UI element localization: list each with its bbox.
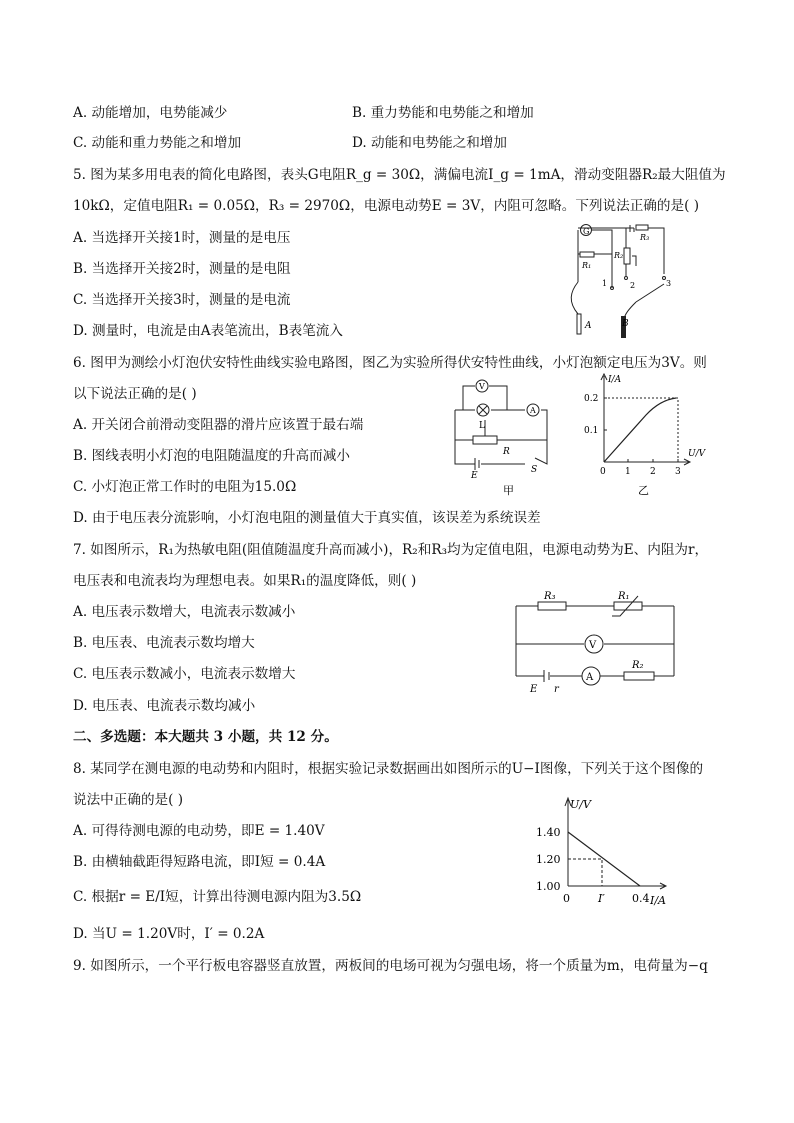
label-r2: R₂ bbox=[632, 660, 644, 671]
q9-stem-line1: 9. 如图所示，一个平行板电容器竖直放置，两板间的电场可视为匀强电场，将一个质量为m，电荷量为−q bbox=[73, 958, 708, 974]
q6-option-c: C. 小灯泡正常工作时的电阻为15.0Ω bbox=[73, 479, 297, 495]
label-r1: R₁ bbox=[618, 591, 630, 602]
q5-option-d: D. 测量时，电流是由A表笔流出，B表笔流入 bbox=[73, 323, 343, 339]
q7-stem-line1: 7. 如图所示，R₁为热敏电阻(阻值随温度升高而减小)，R₂和R₃均为定值电阻，电源电动势为E、内阻为r， bbox=[73, 542, 709, 558]
x-axis bbox=[604, 459, 690, 465]
label-e: E bbox=[530, 684, 538, 695]
q6-stem-line2: 以下说法正确的是( ) bbox=[73, 386, 197, 402]
tick-x-1: 1 bbox=[625, 467, 631, 477]
label-v: V bbox=[589, 640, 597, 651]
label-v: V bbox=[479, 382, 485, 391]
label-r3: R₃ bbox=[640, 233, 650, 242]
label-a: A bbox=[530, 406, 536, 415]
q5-multimeter-circuit-figure bbox=[556, 222, 696, 342]
label-r1: R₁ bbox=[582, 261, 592, 270]
section-multiple-choice-heading: 二、多选题：本大题共 3 小题，共 12 分。 bbox=[73, 729, 338, 745]
tick-i-0: 0 bbox=[563, 892, 570, 905]
q7-option-c: C. 电压表示数减小，电流表示数增大 bbox=[73, 666, 296, 682]
u-axis-label: U/V bbox=[570, 798, 591, 811]
y-axis bbox=[601, 374, 607, 462]
q4-option-c: C. 动能和重力势能之和增加 bbox=[73, 135, 242, 151]
tick-u-120: 1.20 bbox=[536, 853, 561, 866]
q8-option-d: D. 当U = 1.20V时，I′ = 0.2A bbox=[73, 926, 265, 942]
q6-option-b: B. 图线表明小灯泡的电阻随温度的升高而减小 bbox=[73, 448, 350, 464]
tick-x-2: 2 bbox=[650, 467, 656, 477]
tick-y-01: 0.1 bbox=[584, 426, 599, 436]
r3-resistor-icon bbox=[538, 602, 566, 610]
q8-option-b: B. 由横轴截距得短路电流，即I短 = 0.4A bbox=[73, 854, 326, 870]
q5-stem-line1: 5. 图为某多用电表的简化电路图，表头G电阻R_g = 30Ω，满偏电流I_g = 1mA，滑动变阻器R₂最大阻值为 bbox=[73, 167, 726, 183]
label-terminal-2: 2 bbox=[630, 281, 636, 290]
iv-curve bbox=[604, 398, 676, 462]
y-axis-label: I/A bbox=[608, 375, 622, 385]
rheostat-icon bbox=[473, 436, 497, 444]
q8-option-a: A. 可得待测电源的电动势，即E = 1.40V bbox=[73, 823, 325, 839]
x-axis-label: U/V bbox=[688, 449, 706, 459]
label-r: R bbox=[503, 447, 510, 457]
q4-option-d: D. 动能和电势能之和增加 bbox=[352, 135, 507, 151]
q8-stem-line2: 说法中正确的是( ) bbox=[73, 792, 184, 808]
q6-option-a: A. 开关闭合前滑动变阻器的滑片应该置于最右端 bbox=[73, 417, 364, 433]
label-terminal-3: 3 bbox=[666, 279, 672, 288]
r3-resistor-icon bbox=[636, 225, 648, 230]
tick-i-04: 0.4 bbox=[632, 892, 650, 905]
label-r: r bbox=[554, 684, 559, 695]
q5-option-c: C. 当选择开关接3时，测量的是电流 bbox=[73, 292, 291, 308]
i-axis bbox=[568, 883, 666, 889]
caption-jia: 甲 bbox=[503, 484, 514, 497]
label-r2: R₂ bbox=[614, 251, 624, 260]
q7-thermistor-circuit-figure bbox=[508, 586, 684, 696]
q7-option-d: D. 电压表、电流表示数均减小 bbox=[73, 698, 256, 714]
r2-resistor-icon bbox=[624, 672, 654, 680]
q6-circuit-jia-figure bbox=[445, 376, 555, 500]
tick-u-100: 1.00 bbox=[536, 880, 561, 893]
tick-x-3: 3 bbox=[675, 467, 681, 477]
r1-resistor-icon bbox=[580, 252, 594, 257]
r2-rheostat-icon bbox=[624, 248, 630, 264]
caption-yi: 乙 bbox=[638, 484, 649, 497]
q7-option-a: A. 电压表示数增大，电流表示数减小 bbox=[73, 604, 296, 620]
tick-x-0: 0 bbox=[600, 467, 606, 477]
probe-a-icon bbox=[577, 314, 581, 334]
q8-ui-graph bbox=[530, 794, 680, 914]
q7-option-b: B. 电压表、电流表示数均增大 bbox=[73, 635, 255, 651]
q6-iv-graph-yi bbox=[578, 372, 718, 500]
label-s: S bbox=[531, 465, 538, 475]
tick-y-02: 0.2 bbox=[584, 394, 599, 404]
q5-option-a: A. 当选择开关接1时，测量的是电压 bbox=[73, 230, 291, 246]
label-terminal-1: 1 bbox=[602, 279, 608, 288]
tick-i-prime: I′ bbox=[598, 892, 605, 905]
label-r3: R₃ bbox=[544, 591, 556, 602]
battery-icon bbox=[544, 670, 549, 682]
label-probe-a: A bbox=[585, 321, 592, 331]
q4-option-a: A. 动能增加，电势能减少 bbox=[73, 105, 228, 121]
q6-stem-line1: 6. 图甲为测绘小灯泡伏安特性曲线实验电路图，图乙为实验所得伏安特性曲线，小灯泡额定电压为3V。则 bbox=[73, 355, 707, 371]
q8-stem-line1: 8. 某同学在测电源的电动势和内阻时，根据实验记录数据画出如图所示的U−I图像，下列关于这个图像的 bbox=[73, 761, 704, 777]
q8-option-c: C. 根据r = E/I短，计算出待测电源内阻为3.5Ω bbox=[73, 889, 362, 905]
label-a: A bbox=[586, 672, 594, 683]
label-e: E bbox=[471, 471, 478, 481]
battery-icon bbox=[475, 458, 479, 470]
q6-option-d: D. 由于电压表分流影响，小灯泡电阻的测量值大于真实值，该误差为系统误差 bbox=[73, 510, 541, 526]
q7-stem-line2: 电压表和电流表均为理想电表。如果R₁的温度降低，则( ) bbox=[73, 573, 417, 589]
u-axis bbox=[565, 798, 571, 886]
label-l: L bbox=[479, 421, 485, 431]
label-g: G bbox=[583, 227, 590, 236]
q5-stem-line2: 10kΩ，定值电阻R₁ = 0.05Ω，R₃ = 2970Ω，电源电动势E = 3V，内阻可忽略。下列说法正确的是( ) bbox=[73, 198, 700, 214]
r1-thermistor-icon bbox=[614, 602, 642, 610]
q4-option-b: B. 重力势能和电势能之和增加 bbox=[352, 105, 534, 121]
label-probe-b: B bbox=[622, 319, 629, 329]
q5-option-b: B. 当选择开关接2时，测量的是电阻 bbox=[73, 261, 291, 277]
tick-u-140: 1.40 bbox=[536, 826, 561, 839]
i-axis-label: I/A bbox=[650, 894, 666, 907]
